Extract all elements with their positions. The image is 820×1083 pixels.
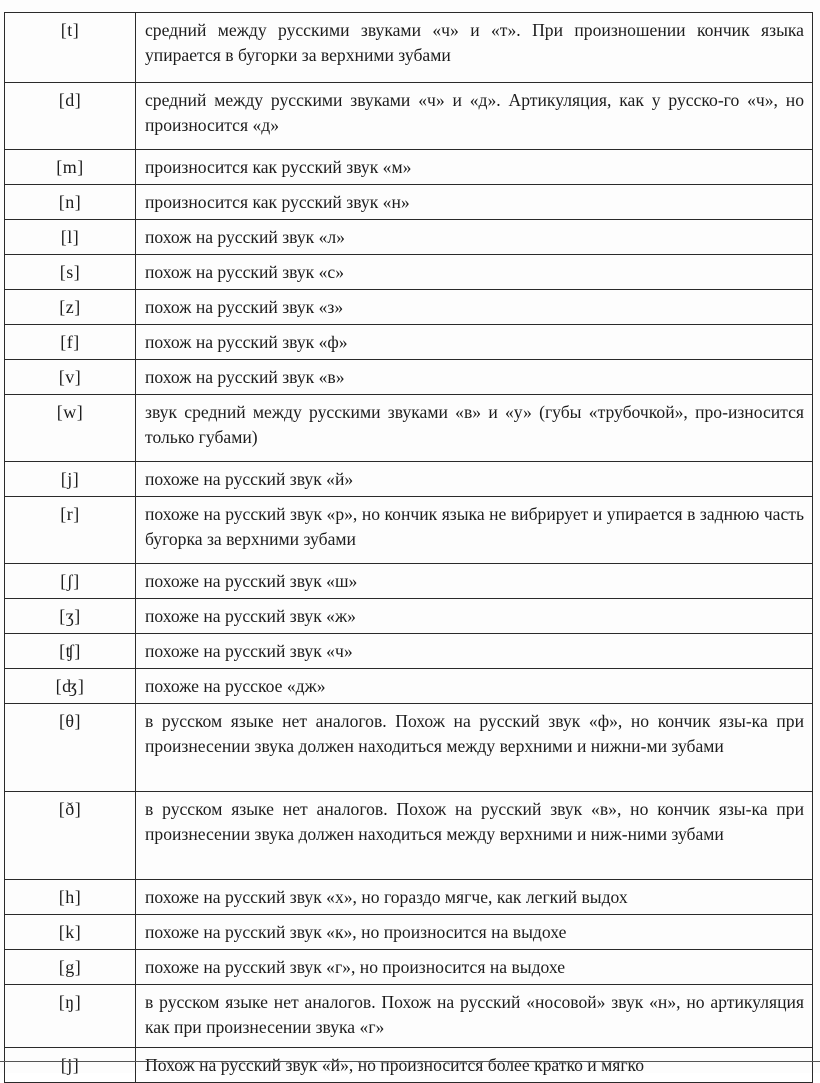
table-row — [5, 13, 813, 83]
table-row — [5, 83, 813, 150]
phonetic-symbol: [k] — [5, 915, 136, 950]
table-row — [5, 564, 813, 599]
sound-description: похоже на русский звук «х», но гораздо мягче, как легкий выдох — [136, 880, 813, 915]
table-row — [5, 150, 813, 185]
table-row — [5, 950, 813, 985]
table-row — [5, 599, 813, 634]
phonetic-sounds-table — [4, 12, 813, 1083]
sound-description: похоже на русское «дж» — [136, 669, 813, 704]
phonetic-symbol: [r] — [5, 497, 136, 564]
sound-description: похож на русский звук «з» — [136, 290, 813, 325]
phonetic-symbol: [ʤ] — [5, 669, 136, 704]
phonetic-symbol: [ð] — [5, 792, 136, 880]
phonetic-symbol: [s] — [5, 255, 136, 290]
table-row — [5, 915, 813, 950]
table-row — [5, 255, 813, 290]
table-row — [5, 1048, 813, 1083]
phonetic-symbol: [j] — [5, 462, 136, 497]
sound-description: похоже на русский звук «й» — [136, 462, 813, 497]
sound-description: в русском языке нет аналогов. Похож на русский звук «в», но кончик язы-ка при произнесении звука должен находиться между верхними и ниж-ними зубами — [136, 792, 813, 880]
sound-description: в русском языке нет аналогов. Похож на русский «носовой» звук «н», но артикуляция как при произнесении звука «г» — [136, 985, 813, 1048]
sound-description: произносится как русский звук «м» — [136, 150, 813, 185]
table-row — [5, 395, 813, 462]
table-row — [5, 185, 813, 220]
page-bottom-rule — [0, 1061, 820, 1062]
phonetic-symbol: [w] — [5, 395, 136, 462]
sound-description: средний между русскими звуками «ч» и «т». При произношении кончик языка упирается в бугорки за верхними зубами — [136, 13, 813, 83]
phonetic-symbol: [t] — [5, 13, 136, 83]
phonetic-table-body — [5, 13, 813, 1083]
sound-description: похоже на русский звук «г», но произносится на выдохе — [136, 950, 813, 985]
sound-description: похож на русский звук «ф» — [136, 325, 813, 360]
table-row — [5, 220, 813, 255]
phonetic-symbol: [ʧ] — [5, 634, 136, 669]
sound-description: похож на русский звук «в» — [136, 360, 813, 395]
phonetic-symbol: [v] — [5, 360, 136, 395]
sound-description: средний между русскими звуками «ч» и «д». Артикуляция, как у русско-го «ч», но произносится «д» — [136, 83, 813, 150]
sound-description: похоже на русский звук «к», но произносится на выдохе — [136, 915, 813, 950]
sound-description: в русском языке нет аналогов. Похож на русский звук «ф», но кончик язы-ка при произнесении звука должен находиться между верхними и нижни-ми зубами — [136, 704, 813, 792]
table-row — [5, 669, 813, 704]
sound-description: похоже на русский звук «ш» — [136, 564, 813, 599]
phonetic-symbol: [d] — [5, 83, 136, 150]
sound-description: похоже на русский звук «ч» — [136, 634, 813, 669]
table-row — [5, 290, 813, 325]
table-row — [5, 880, 813, 915]
table-row — [5, 792, 813, 880]
sound-description: произносится как русский звук «н» — [136, 185, 813, 220]
sound-description: похож на русский звук «л» — [136, 220, 813, 255]
phonetic-symbol: [j] — [5, 1048, 136, 1083]
phonetic-symbol: [ʃ] — [5, 564, 136, 599]
sound-description: звук средний между русскими звуками «в» и «у» (губы «трубочкой», про-износится только губами) — [136, 395, 813, 462]
table-row — [5, 360, 813, 395]
phonetic-symbol: [m] — [5, 150, 136, 185]
phonetic-symbol: [ŋ] — [5, 985, 136, 1048]
table-row — [5, 704, 813, 792]
table-row — [5, 325, 813, 360]
sound-description: похоже на русский звук «ж» — [136, 599, 813, 634]
phonetic-symbol: [l] — [5, 220, 136, 255]
sound-description: похоже на русский звук «р», но кончик языка не вибрирует и упирается в заднюю часть бугорка за верхними зубами — [136, 497, 813, 564]
phonetic-symbol: [θ] — [5, 704, 136, 792]
sound-description: похож на русский звук «с» — [136, 255, 813, 290]
phonetic-symbol: [g] — [5, 950, 136, 985]
phonetic-symbol: [ʒ] — [5, 599, 136, 634]
phonetic-symbol: [h] — [5, 880, 136, 915]
phonetic-symbol: [f] — [5, 325, 136, 360]
table-row — [5, 462, 813, 497]
table-row — [5, 634, 813, 669]
table-row — [5, 985, 813, 1048]
phonetic-symbol: [n] — [5, 185, 136, 220]
phonetic-symbol: [z] — [5, 290, 136, 325]
table-row — [5, 497, 813, 564]
sound-description: Похож на русский звук «й», но произносится более кратко и мягко — [136, 1048, 813, 1083]
